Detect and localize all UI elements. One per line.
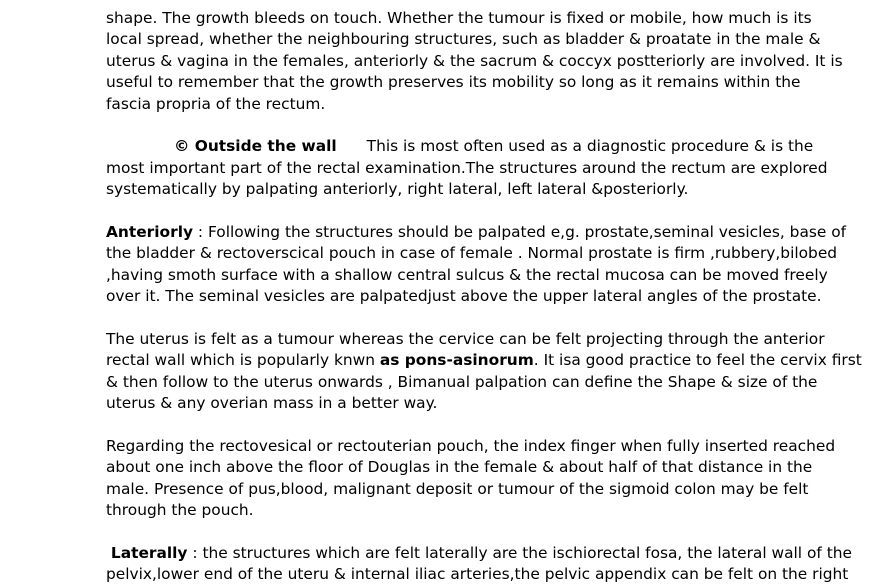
text-line: & then follow to the uterus onwards , Bimanual palpation can define the Shape & size of the: [106, 372, 818, 391]
paragraph-anteriorly: [106, 222, 847, 308]
section-label-laterally: Laterally: [110, 544, 188, 563]
text-line: Regarding the rectovesical or rectouterian pouch, the index finger when fully inserted reached: [106, 437, 836, 456]
paragraph-outside-the-wall: [106, 136, 828, 200]
text-line: over it. The seminal vesicles are palpatedjust above the upper lateral angles of the prostate.: [106, 287, 822, 306]
paragraph-tumour-mobility: [106, 8, 843, 115]
paragraph-uterus: [106, 329, 862, 415]
text-line: ,having smoth surface with a shallow central sulcus & the rectal mucosa can be moved freely: [106, 265, 828, 284]
text-line: uterus & any overian mass in a better way.: [106, 394, 438, 413]
text-line: systematically by palpating anteriorly, right lateral, left lateral &posteriorly.: [106, 180, 689, 199]
text-line: the bladder & rectoverscical pouch in case of female . Normal prostate is firm ,rubbery,bilobed: [106, 244, 838, 263]
text-line: [106, 222, 847, 243]
text-line: shape. The growth bleeds on touch. Whether the tumour is fixed or mobile, how much is its: [106, 9, 812, 27]
text-fragment: : the structures which are felt laterally are the ischiorectal fosa, the lateral wall of the: [187, 544, 852, 563]
text-fragment: rectal wall which is popularly knwn: [106, 351, 380, 370]
text-line: local spread, whether the neighbouring structures, such as bladder & proatate in the male &: [106, 30, 821, 49]
text-line: [106, 350, 862, 371]
text-line: [106, 136, 814, 157]
text-line: about one inch above the floor of Douglas in the female & about half of that distance in the: [106, 458, 813, 477]
text-fragment: This is most often used as a diagnostic procedure & is the: [366, 137, 814, 156]
text-line: The uterus is felt as a tumour whereas the cervice can be felt projecting through the anterior: [106, 330, 825, 349]
text-line: through the pouch.: [106, 501, 254, 520]
text-line: uterus & vagina in the females, anteriorly & the sacrum & coccyx postteriorly are involved. It is: [106, 51, 843, 70]
section-label-anteriorly: Anteriorly: [106, 223, 194, 242]
text-line: pelvix,lower end of the uteru & internal iliac arteries,the pelvic appendix can be felt on the right: [106, 565, 849, 584]
text-line: fascia propria of the rectum.: [106, 94, 326, 113]
text-fragment: : Following the structures should be palpated e,g. prostate,seminal vesicles, base of: [193, 223, 847, 242]
paragraph-pouch: [106, 436, 836, 522]
text-line: useful to remember that the growth preserves its mobility so long as it remains within the: [106, 73, 801, 92]
term-pons-asinorum: as pons-asinorum: [379, 351, 534, 370]
text-line: male. Presence of pus,blood, malignant deposit or tumour of the sigmoid colon may be felt: [106, 479, 809, 498]
paragraph-laterally: [106, 543, 852, 586]
section-heading-outside-the-wall: © Outside the wall: [174, 137, 337, 156]
document-page: [106, 8, 862, 586]
text-line: [106, 543, 852, 564]
text-fragment: . It isa good practice to feel the cervix first: [533, 351, 862, 370]
text-line: most important part of the rectal examination.The structures around the rectum are explored: [106, 158, 828, 177]
